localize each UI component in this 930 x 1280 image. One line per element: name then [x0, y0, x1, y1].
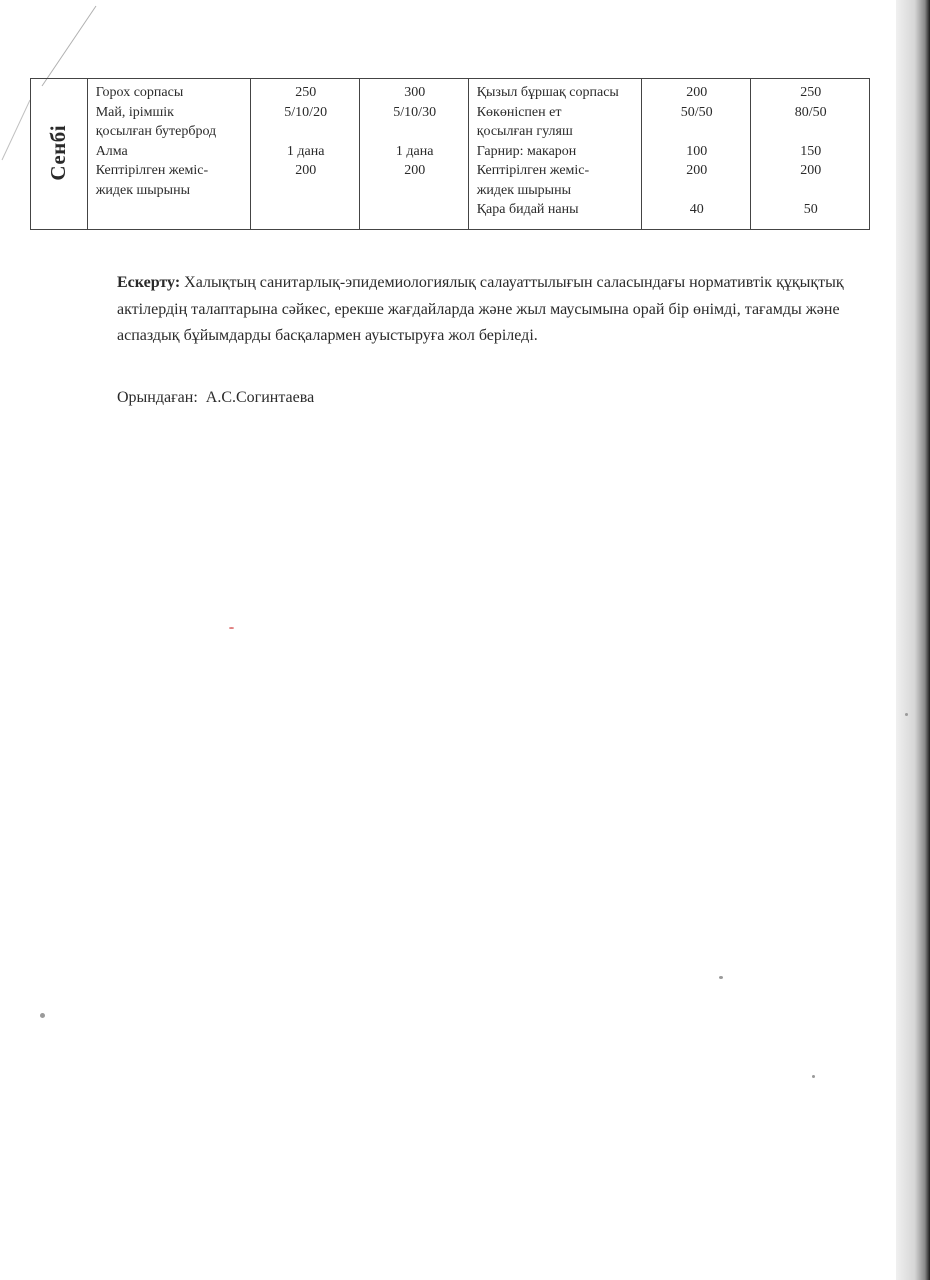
spacer: [650, 181, 744, 201]
lunch-qty-a: 200: [295, 163, 317, 178]
dinner-dish: жидек шырыны: [476, 182, 571, 198]
dinner-dishes-cell: [468, 79, 641, 230]
spacer: [759, 122, 863, 142]
signer-name: А.С.Согинтаева: [205, 389, 315, 406]
scan-speck: [905, 713, 908, 716]
dinner-qty-b: 200: [800, 163, 822, 178]
signer-line: [117, 386, 314, 410]
dinner-qty-a: 200: [686, 163, 708, 178]
scan-speck: [40, 1013, 45, 1018]
note-text: Халықтың санитарлық-эпидемиологиялық салауаттылығын саласындағы нормативтік құқықтық актілердің талаптарына сәйкес, ерекше жағдайларда және жыл маусымына орай бір өнімді, тағамды және аспаздық бұйымдарды басқалармен ауыстыруға жол беріледі.: [117, 274, 844, 344]
lunch-qty-a: 5/10/20: [284, 104, 328, 120]
lunch-qty-a: 250: [295, 85, 317, 100]
dinner-qty-a: 50/50: [680, 104, 713, 120]
lunch-dish: Алма: [95, 143, 128, 159]
scan-edge-shadow: [896, 0, 930, 1280]
spacer: [259, 122, 353, 142]
dinner-qty-a-cell: [641, 79, 750, 230]
scan-speck: [229, 627, 234, 629]
spacer: [759, 181, 863, 201]
dinner-qty-b: 80/50: [794, 104, 827, 120]
note-paragraph: [117, 270, 857, 350]
lunch-dish: қосылған бутерброд: [95, 124, 217, 139]
day-label: Сенбі: [46, 124, 71, 181]
note-label: Ескерту:: [117, 274, 181, 291]
scan-speck: [812, 1075, 815, 1078]
dinner-qty-b: 150: [800, 143, 822, 159]
lunch-dish: Горох сорпасы: [95, 85, 184, 100]
lunch-qty-b: 200: [404, 163, 426, 178]
lunch-dish: жидек шырыны: [95, 182, 190, 198]
dinner-dish: Кептірілген жеміс-: [476, 163, 590, 178]
lunch-qty-a-cell: [250, 79, 359, 230]
lunch-qty-b: 5/10/30: [393, 104, 437, 120]
scan-speck: [719, 976, 723, 979]
day-cell: [31, 79, 88, 230]
dinner-qty-a: 100: [686, 143, 708, 159]
spacer: [650, 122, 744, 142]
dinner-dish: Көкөніспен ет: [476, 104, 562, 120]
lunch-qty-b: 1 дана: [395, 143, 434, 159]
dinner-qty-b: 50: [803, 202, 818, 217]
spacer: [368, 122, 462, 142]
table-row-saturday: [31, 79, 870, 230]
lunch-dish: Кептірілген жеміс-: [95, 163, 209, 178]
dinner-qty-b-cell: [750, 79, 869, 230]
signer-label: Орындаған:: [117, 389, 198, 406]
dinner-qty-a: 200: [686, 85, 708, 100]
menu-table: [30, 78, 870, 230]
lunch-dishes-cell: [87, 79, 250, 230]
dinner-dish: Қызыл бұршақ сорпасы: [476, 85, 619, 100]
dinner-qty-a: 40: [689, 202, 704, 217]
lunch-qty-b: 300: [404, 85, 426, 100]
lunch-qty-b-cell: [359, 79, 468, 230]
lunch-dish: Май, ірімшік: [95, 104, 174, 120]
lunch-qty-a: 1 дана: [286, 143, 325, 159]
dinner-dish: қосылған гуляш: [476, 124, 573, 139]
dinner-qty-b: 250: [800, 85, 822, 100]
dinner-dish: Қара бидай наны: [476, 202, 579, 217]
dinner-dish: Гарнир: макарон: [476, 143, 577, 159]
